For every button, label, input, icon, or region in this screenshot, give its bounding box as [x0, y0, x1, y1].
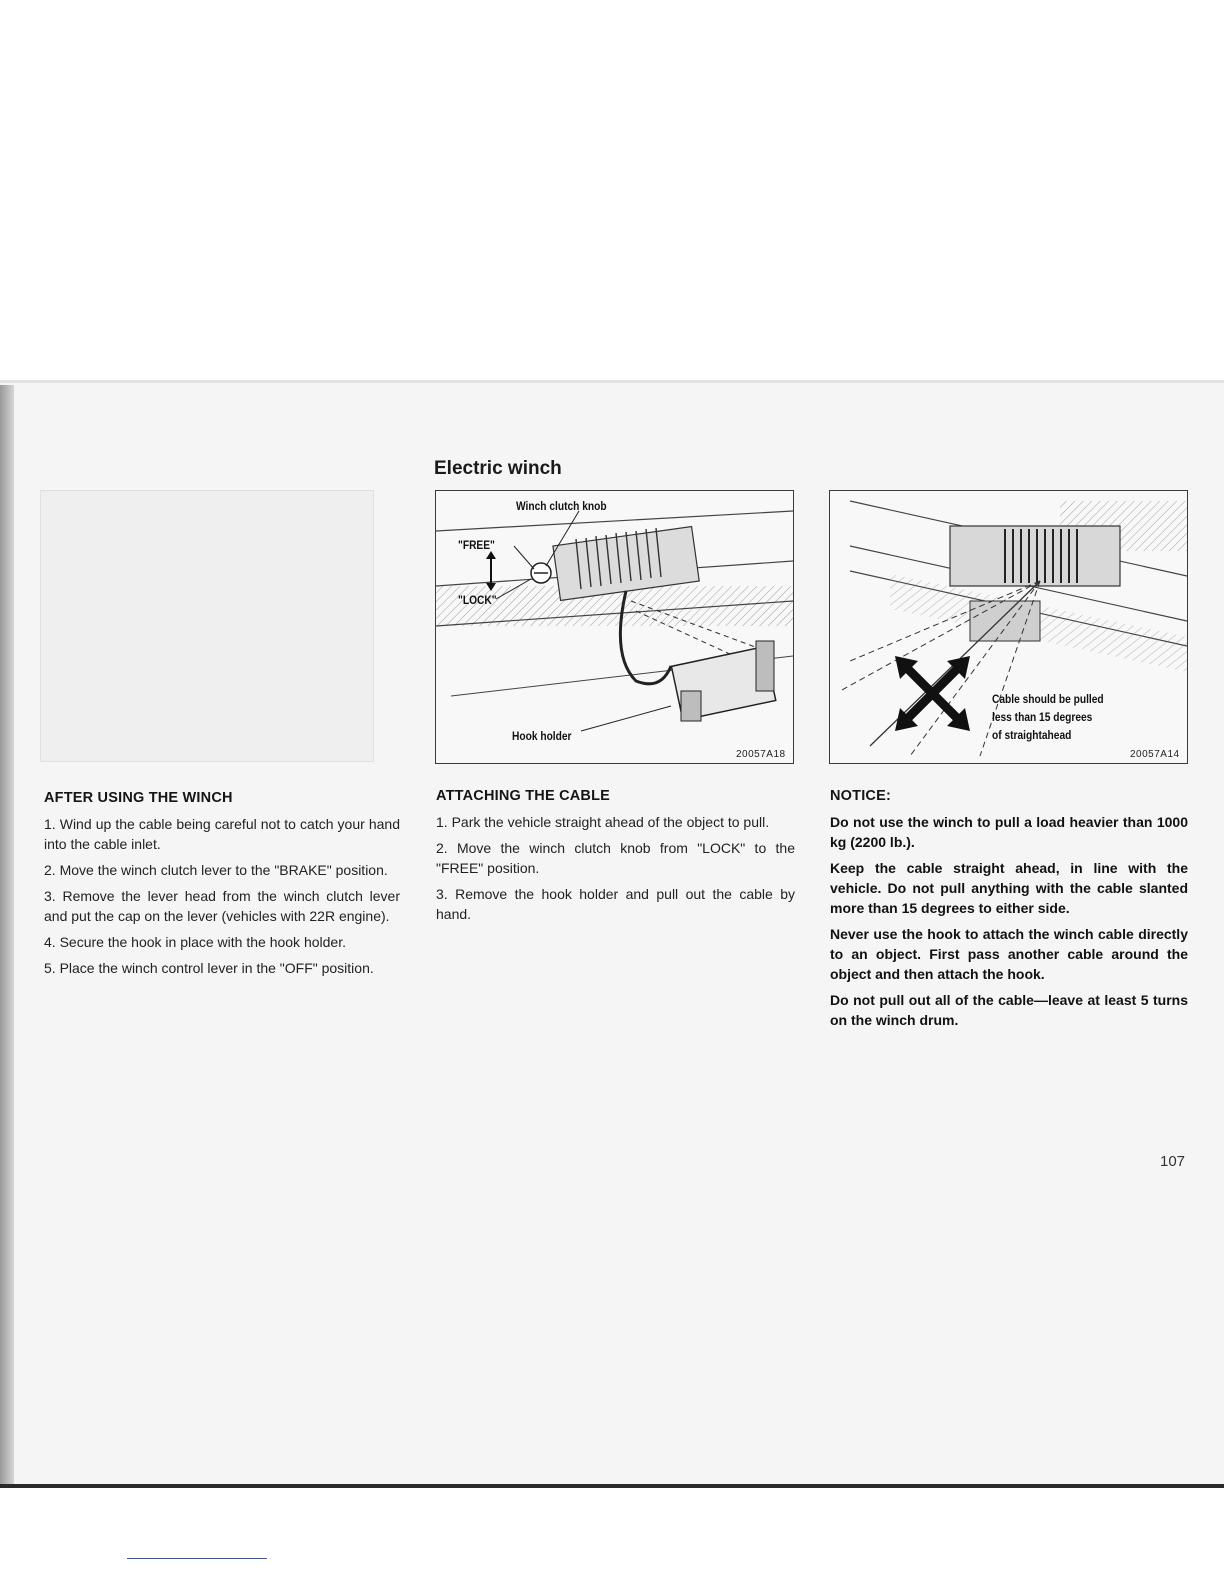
notice-column — [830, 786, 1188, 1036]
notice-paragraph-1: Do not use the winch to pull a load heavier than 1000 kg (2200 lb.). — [830, 814, 1188, 850]
attaching-heading: ATTACHING THE CABLE — [436, 788, 611, 804]
after-using-step-4: 4. Secure the hook in place with the hook holder. — [44, 934, 346, 950]
page-number: 107 — [1160, 1153, 1186, 1170]
label-cable-note-3: of straightahead — [992, 728, 1072, 742]
attaching-step-3: 3. Remove the hook holder and pull out the cable by hand. — [436, 886, 795, 922]
cable-angle-figure — [829, 490, 1188, 764]
after-using-heading: AFTER USING THE WINCH — [44, 790, 233, 806]
page-bottom-edge — [0, 1484, 1224, 1488]
label-cable-note-1: Cable should be pulled — [992, 692, 1104, 706]
winch-clutch-drawing — [436, 491, 793, 763]
figure-code-winch-clutch: 20057A18 — [736, 749, 786, 760]
label-hook-holder: Hook holder — [512, 729, 572, 743]
book-spine-shadow — [0, 385, 14, 1485]
label-free: "FREE" — [458, 538, 495, 552]
notice-paragraph-3: Never use the hook to attach the winch cable directly to an object. First pass another cable around the object and then attach the hook. — [830, 926, 1188, 982]
after-using-step-3: 3. Remove the lever head from the winch clutch lever and put the cap on the lever (vehicles with 22R engine). — [44, 888, 400, 924]
attaching-step-1: 1. Park the vehicle straight ahead of the object to pull. — [436, 814, 770, 830]
label-lock: "LOCK" — [458, 593, 497, 607]
after-using-step-1: 1. Wind up the cable being careful not to catch your hand into the cable inlet. — [44, 816, 400, 852]
section-title: Electric winch — [434, 458, 562, 479]
notice-paragraph-2: Keep the cable straight ahead, in line with the vehicle. Do not pull anything with the cable slanted more than 15 degrees to either side. — [830, 860, 1188, 916]
label-cable-note-2: less than 15 degrees — [992, 710, 1093, 724]
notice-heading: NOTICE: — [830, 788, 892, 804]
label-winch-clutch-knob: Winch clutch knob — [516, 499, 607, 513]
after-using-step-5: 5. Place the winch control lever in the "OFF" position. — [44, 960, 374, 976]
attaching-step-2: 2. Move the winch clutch knob from "LOCK" to the "FREE" position. — [436, 840, 795, 876]
attaching-column — [436, 786, 795, 930]
page-top-edge — [0, 380, 1224, 383]
after-using-step-2: 2. Move the winch clutch lever to the "BRAKE" position. — [44, 862, 388, 878]
winch-clutch-figure — [435, 490, 794, 764]
footer-link-underline — [127, 1558, 267, 1559]
bleed-through-illustration — [40, 490, 374, 762]
after-using-column — [44, 788, 400, 984]
figure-code-cable-angle: 20057A14 — [1130, 749, 1180, 760]
notice-paragraph-4: Do not pull out all of the cable—leave at least 5 turns on the winch drum. — [830, 992, 1188, 1028]
